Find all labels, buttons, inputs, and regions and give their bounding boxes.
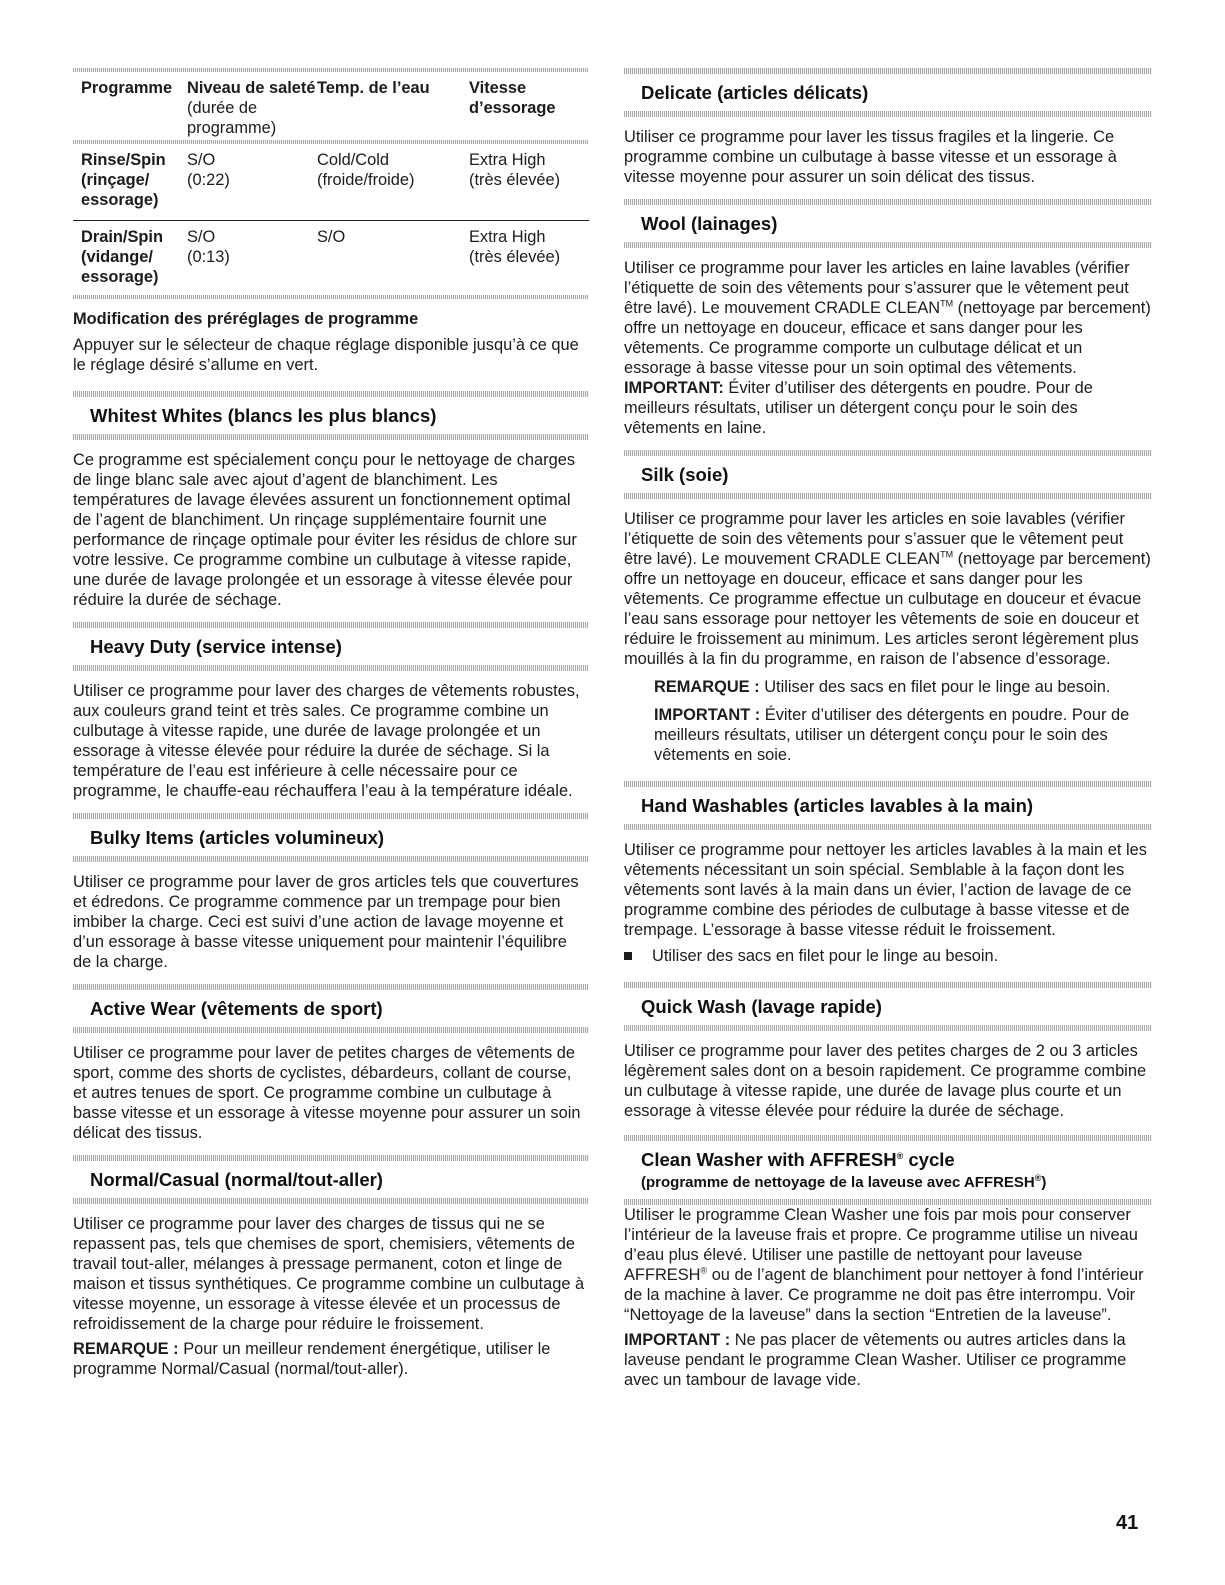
- section-note: [73, 1339, 589, 1379]
- section-title: Silk (soie): [641, 464, 729, 485]
- section-title: Normal/Casual (normal/tout-aller): [90, 1169, 383, 1190]
- subtitle-part: (programme de nettoyage de la laveuse avec AFFRESH: [641, 1174, 1035, 1191]
- section-text: Ce programme est spécialement conçu pour le nettoyage de charges de linge blanc sale avec ajout d’agent de blanchiment. Les températures de lavage élevées assurent un fonctionnement optimal de l’agent de blanchiment. Un rinçage supplémentaire fournit une performance de rinçage optimale pour éviter les résidus de chlore sur votre lessive. Ce programme combine un culbutage à vitesse rapide, une durée de lavage prolongée et un essorage à vitesse élevée pour réduire la durée de séchage.: [73, 451, 577, 609]
- cell-soil-value: S/O: [187, 228, 216, 246]
- section-wool: [624, 199, 1152, 438]
- section-title: Heavy Duty (service intense): [90, 636, 342, 657]
- trademark-symbol: TM: [940, 298, 954, 309]
- cell-temp: [317, 144, 469, 221]
- note-text: Utiliser des sacs en filet pour le linge au besoin.: [759, 678, 1111, 696]
- section-title: Quick Wash (lavage rapide): [641, 996, 882, 1017]
- section-delicate: [624, 68, 1152, 187]
- section-rule-bottom: [73, 856, 589, 862]
- left-column: [73, 68, 589, 1379]
- section-text: [624, 258, 1152, 438]
- section-text: Utiliser ce programme pour nettoyer les articles lavables à la main et les vêtements nécessitant un soin spécial. Semblable à la façon dont les vêtements sont lavés à la main dans un évier, l’action de lavage de ce programme combine des périodes de culbutage à basse vitesse et de trempage. L’essorage à basse vitesse réduit le froissement.: [624, 841, 1147, 939]
- header-program: Programme: [81, 79, 173, 97]
- cell-speed: [469, 144, 589, 221]
- cell-time-value: (0:13): [187, 248, 230, 266]
- text-part: ou de l’agent de blanchiment pour nettoyer à fond l’intérieur de la machine à laver. Ce programme ne doit pas être interrompu. Voir “Nettoyage de la laveuse” dans la section “Entretien de la laveuse”.: [624, 1266, 1144, 1324]
- section-text: Utiliser ce programme pour laver les tissus fragiles et la lingerie. Ce programme combine un culbutage à basse vitesse et un essorage à vitesse moyenne pour assurer un soin délicat des tissus.: [624, 128, 1117, 186]
- modification-title: Modification des préréglages de programme: [73, 310, 419, 328]
- important-text: Éviter d’utiliser des détergents en poudre. Pour de meilleurs résultats, utiliser un détergent conçu pour le soin des vêtements en laine.: [624, 379, 1093, 437]
- section-hand-washables: [624, 781, 1152, 966]
- section-rule-bottom: [73, 434, 589, 440]
- silk-notes: [624, 677, 1152, 765]
- section-note: [654, 677, 1152, 697]
- program-table-body: [73, 144, 589, 295]
- header-speed: Vitesse d’essorage: [469, 79, 556, 117]
- registered-symbol: ®: [700, 1265, 708, 1276]
- header-soil-sub: (durée de programme): [187, 99, 277, 137]
- cell-speed-fr: (très élevée): [469, 171, 561, 189]
- section-important: [654, 705, 1152, 765]
- title-part: cycle: [903, 1149, 955, 1170]
- title-part: Clean Washer with AFFRESH: [641, 1149, 897, 1170]
- cell-soil: [187, 144, 317, 221]
- registered-symbol: ®: [896, 1150, 904, 1161]
- cell-soil: [187, 221, 317, 296]
- section-important: [624, 1330, 1152, 1390]
- section-rule-bottom: [73, 665, 589, 671]
- text-part: (nettoyage par bercement) offre un nettoyage en douceur, efficace et sans danger pour les vêtements. Ce programme effectue un culbutage en douceur et évacue l’eau sans essorage pour nettoyer les vêtements de soie en douceur et réduire le froissement au minimum. Les articles seront légèrement plus mouillés à la fin du programme, en raison de l’absence d’essorage.: [624, 550, 1151, 668]
- subtitle-part: ): [1041, 1174, 1047, 1191]
- modification-text: Appuyer sur le sélecteur de chaque réglage disponible jusqu’à ce que le réglage désiré s’allume en vert.: [73, 336, 579, 374]
- section-subtitle: [624, 1174, 1152, 1199]
- cell-temp-value: Cold/Cold: [317, 151, 389, 169]
- section-quick-wash: [624, 982, 1152, 1121]
- table-row: [73, 221, 589, 296]
- cell-speed: [469, 221, 589, 296]
- text-part: Utiliser ce programme pour laver les articles en laine lavables (vérifier l’étiquette de soin des vêtements pour s’assurer que le vêtement peut être lavé). Le mouvement CRADLE CLEAN: [624, 259, 1130, 317]
- section-title: [624, 1141, 1152, 1178]
- section-text: [624, 509, 1152, 669]
- section-text: [624, 1205, 1152, 1325]
- important-label: IMPORTANT :: [654, 706, 761, 724]
- section-normal-casual: [73, 1155, 589, 1379]
- cell-program: Rinse/Spin (rinçage/ essorage): [81, 151, 166, 209]
- section-rule-bottom: [624, 111, 1152, 117]
- section-text: Utiliser ce programme pour laver des charges de tissus qui ne se repassent pas, tels que chemises de sport, chemisiers, vêtements de travail tout-aller, mélanges à pressage permanent, coton et linge de maison et tissus synthétiques. Ce programme combine un culbutage à vitesse moyenne, un essorage à vitesse élevée et un processus de refroidissement de la charge pour réduire le froissement.: [73, 1215, 585, 1333]
- section-clean-washer: [624, 1135, 1152, 1390]
- section-active-wear: [73, 984, 589, 1143]
- registered-symbol: ®: [1034, 1173, 1042, 1183]
- header-soil-label: Niveau de saleté: [187, 79, 316, 97]
- cell-soil-value: S/O: [187, 151, 216, 169]
- section-title: Hand Washables (articles lavables à la main): [641, 795, 1034, 816]
- section-rule-bottom: [624, 242, 1152, 248]
- page-number: 41: [1116, 1512, 1139, 1534]
- section-text: Utiliser ce programme pour laver des charges de vêtements robustes, aux couleurs grand teint et très sales. Ce programme combine un culbutage à vitesse rapide, une durée de lavage prolongée et un essorage à vitesse élevée pour réduire la durée de séchage. Si la température de l’eau est inférieure à celle nécessaire pour ce programme, le chauffe-eau réchauffera l’eau à la température idéale.: [73, 682, 580, 800]
- section-silk: [624, 450, 1152, 765]
- text-part: Utiliser ce programme pour laver les articles en soie lavables (vérifier l’étiquette de soin des vêtements pour s’assuer que le vêtement peut être lavé). Le mouvement CRADLE CLEAN: [624, 510, 1126, 568]
- list-item: [624, 946, 1152, 966]
- cell-speed-fr: (très élevée): [469, 248, 561, 266]
- cell-temp-fr: (froide/froide): [317, 171, 415, 189]
- section-text: Utiliser ce programme pour laver de gros articles tels que couvertures et édredons. Ce programme commence par un trempage pour bien imbiber la charge. Ceci est suivi d’une action de lavage moyenne et d’un essorage à basse vitesse uniquement pour maintenir l’équilibre de la charge.: [73, 873, 579, 971]
- section-text: Utiliser ce programme pour laver des petites charges de 2 ou 3 articles légèrement sales dont on a besoin rapidement. Ce programme combine un culbutage à vitesse rapide, une durée de lavage plus courte et un essorage à vitesse élevée pour réduire la durée de séchage.: [624, 1042, 1147, 1120]
- cell-program: Drain/Spin (vidange/ essorage): [81, 228, 163, 286]
- cell-temp: S/O: [317, 228, 346, 246]
- section-rule-bottom: [73, 1027, 589, 1033]
- section-whitest-whites: [73, 391, 589, 610]
- section-rule-bottom: [624, 493, 1152, 499]
- section-text: Utiliser ce programme pour laver de petites charges de vêtements de sport, comme des shorts de cyclistes, débardeurs, collant de course, et autres tenues de sport. Ce programme combine un culbutage à basse vitesse et un essorage à vitesse moyenne pour assurer un soin délicat des tissus.: [73, 1044, 581, 1142]
- bullet-text: Utiliser des sacs en filet pour le linge au besoin.: [652, 947, 999, 965]
- section-title: Active Wear (vêtements de sport): [90, 998, 383, 1019]
- note-label: REMARQUE :: [73, 1340, 179, 1358]
- cell-time-value: (0:22): [187, 171, 230, 189]
- table-bottom-rule: [73, 295, 589, 299]
- section-title: Wool (lainages): [641, 213, 778, 234]
- text-part: Utiliser le programme Clean Washer une fois par mois pour conserver l’intérieur de la laveuse frais et propre. Ce programme utilise un niveau d’eau plus élevé. Utiliser une pastille de nettoyant pour laveuse AFFRESH: [624, 1206, 1138, 1284]
- important-text: Ne pas placer de vêtements ou autres articles dans la laveuse pendant le programme Clean Washer. Utiliser ce programme avec un tambour de lavage vide.: [624, 1331, 1127, 1389]
- cell-speed-value: Extra High: [469, 151, 546, 169]
- cell-speed-value: Extra High: [469, 228, 546, 246]
- section-title: Whitest Whites (blancs les plus blancs): [90, 405, 437, 426]
- section-rule-bottom: [73, 1198, 589, 1204]
- section-bulky-items: [73, 813, 589, 972]
- section-rule-bottom: [624, 824, 1152, 830]
- section-title: Bulky Items (articles volumineux): [90, 827, 385, 848]
- table-row: [73, 144, 589, 221]
- section-title: Delicate (articles délicats): [641, 82, 869, 103]
- section-heavy-duty: [73, 622, 589, 801]
- trademark-symbol: TM: [940, 549, 954, 560]
- program-table: [73, 72, 589, 140]
- header-soil: [187, 72, 317, 140]
- table-header-row: [73, 72, 589, 140]
- section-rule-bottom: [624, 1025, 1152, 1031]
- header-temp: Temp. de l’eau: [317, 79, 430, 97]
- note-text: Pour un meilleur rendement énergétique, utiliser le programme Normal/Casual (normal/tout-aller).: [73, 1340, 551, 1378]
- important-text: Éviter d’utiliser des détergents en poudre. Pour de meilleurs résultats, utiliser un détergent conçu pour le soin des vêtements en soie.: [654, 706, 1130, 764]
- note-label: REMARQUE :: [654, 678, 760, 696]
- right-column: [624, 68, 1152, 1390]
- bullet-square-icon: [624, 952, 632, 960]
- important-label: IMPORTANT :: [624, 1331, 731, 1349]
- text-part: (nettoyage par bercement) offre un nettoyage en douceur, efficace et sans danger pour les vêtements. Ce programme comporte un culbutage délicat et un essorage à basse vitesse pour un soin optimal des vêtements.: [624, 299, 1151, 377]
- important-label: IMPORTANT:: [624, 379, 724, 397]
